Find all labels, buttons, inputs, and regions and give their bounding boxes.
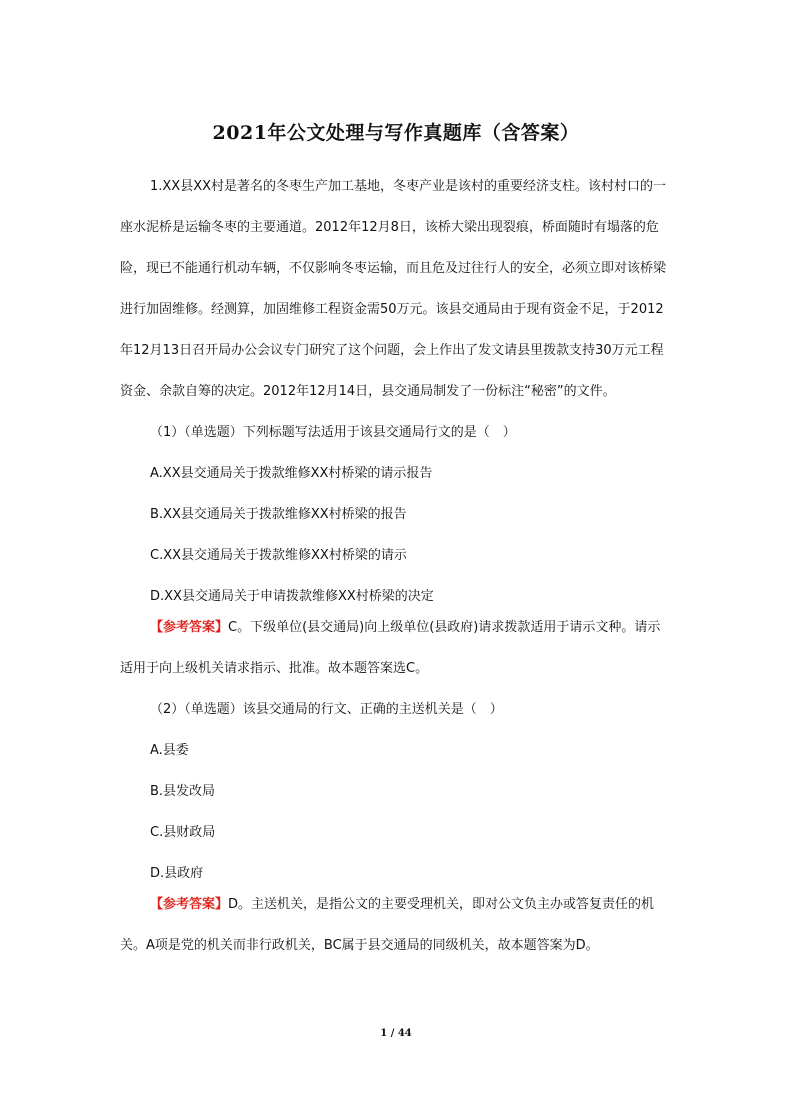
page-number: 1 / 44	[380, 1028, 412, 1039]
question-1-option-b: B.XX县交通局关于拨款维修XX村桥梁的报告	[150, 507, 407, 522]
page-title: 2021年公文处理与写作真题库（含答案）	[212, 122, 580, 144]
question-2-option-a: A.县委	[150, 743, 189, 758]
question-1-option-a: A.XX县交通局关于拨款维修XX村桥梁的请示报告	[150, 466, 433, 481]
answer-text: D。主送机关，是指公文的主要受理机关，即对公文负主办或答复责任的机关。A项是党的机关而非行政机关，BC属于县交通局的同级机关，故本题答案为D。	[120, 897, 655, 953]
answer-tag: 【参考答案】	[150, 897, 229, 912]
answer-text: C。下级单位(县交通局)向上级单位(县政府)请求拨款适用于请示文种。请示适用于向上级机关请求指示、批准。故本题答案选C。	[120, 620, 661, 676]
question-2-answer	[120, 884, 672, 966]
document-body	[120, 166, 672, 966]
answer-tag: 【参考答案】	[150, 620, 229, 635]
question-1-answer	[120, 607, 672, 689]
question-2-option-c: C.县财政局	[150, 825, 216, 840]
question-2-prompt: （2）（单选题）该县交通局的行文、正确的主送机关是（ ）	[150, 702, 503, 717]
question-1-prompt: （1）（单选题）下列标题写法适用于该县交通局行文的是（ ）	[150, 425, 516, 440]
question-1-option-d: D.XX县交通局关于申请拨款维修XX村桥梁的决定	[150, 589, 434, 604]
question-1-option-c: C.XX县交通局关于拨款维修XX村桥梁的请示	[150, 548, 407, 563]
question-2-option-b: B.县发改局	[150, 784, 216, 799]
question-2-option-d: D.县政府	[150, 866, 204, 881]
question-stem: 1.XX县XX村是著名的冬枣生产加工基地，冬枣产业是该村的重要经济支柱。该村村口的一座水泥桥是运输冬枣的主要通道。2012年12月8日，该桥大梁出现裂痕，桥面随时有塌落的危险，现已不能通行机动车辆，不仅影响冬枣运输，而且危及过往行人的安全，必须立即对该桥梁进行加固维修。经测算，加固维修工程资金需50万元。该县交通局由于现有资金不足，于2012年12月13日召开局办公会议专门研究了这个问题，会上作出了发文请县里拨款支持30万元工程资金、余款自筹的决定。2012年12月14日，县交通局制发了一份标注“秘密”的文件。	[120, 179, 667, 399]
